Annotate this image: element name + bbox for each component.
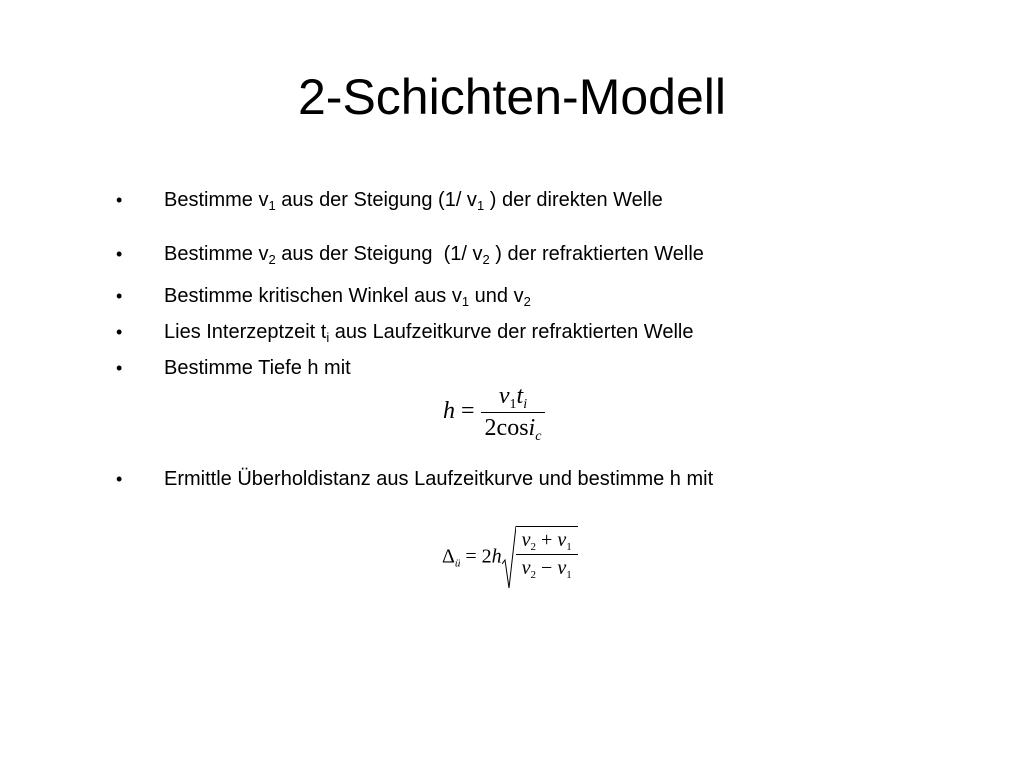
depth-formula: h = $\frac{v_1t_i}{2\cos i_c}$ — [443, 383, 545, 442]
bullet-text: Lies Interzeptzeit $t_i$ aus Laufzeitkurve der refraktierten Welle — [164, 321, 694, 345]
bullet-text: Bestimme $v_2$ aus der Steigung (1/ $v_2$ ) der refraktierten Welle — [164, 243, 704, 267]
bullet-item-3 — [116, 283, 531, 309]
bullet-item-5 — [116, 355, 351, 381]
bullet-marker: • — [116, 469, 123, 489]
slide-title: 2-Schichten-Modell — [298, 69, 726, 125]
square-root — [502, 526, 578, 590]
bullet-marker: • — [116, 358, 123, 378]
bullet-text: Bestimme $v_1$ aus der Steigung (1/ $v_1$ ) der direkten Welle — [164, 189, 663, 213]
bullet-item-4 — [116, 319, 693, 345]
bullet-item-6 — [116, 466, 713, 492]
bullet-marker: • — [116, 322, 123, 342]
crossover-formula: $\Delta_ü = 2h$ $\frac{v_2 + v_1}{v_2 - v_1}$ — [442, 526, 578, 590]
bullet-item-2 — [116, 241, 704, 267]
bullet-text: Ermittle Überholdistanz aus Laufzeitkurve und bestimme h mit — [164, 468, 714, 490]
bullet-marker: • — [116, 286, 123, 306]
bullet-text: Bestimme kritischen Winkel aus $v_1$ und $v_2$ — [164, 285, 531, 309]
radical-sign-icon — [502, 526, 516, 590]
bullet-text: Bestimme Tiefe h mit — [164, 357, 351, 379]
bullet-item-1 — [116, 187, 663, 213]
bullet-marker: • — [116, 244, 123, 264]
bullet-marker: • — [116, 190, 123, 210]
crossover-formula-fraction: $\frac{v_2 + v_1}{v_2 - v_1}$ — [516, 529, 578, 580]
depth-formula-fraction: $\frac{v_1t_i}{2\cos i_c}$ — [481, 383, 546, 442]
